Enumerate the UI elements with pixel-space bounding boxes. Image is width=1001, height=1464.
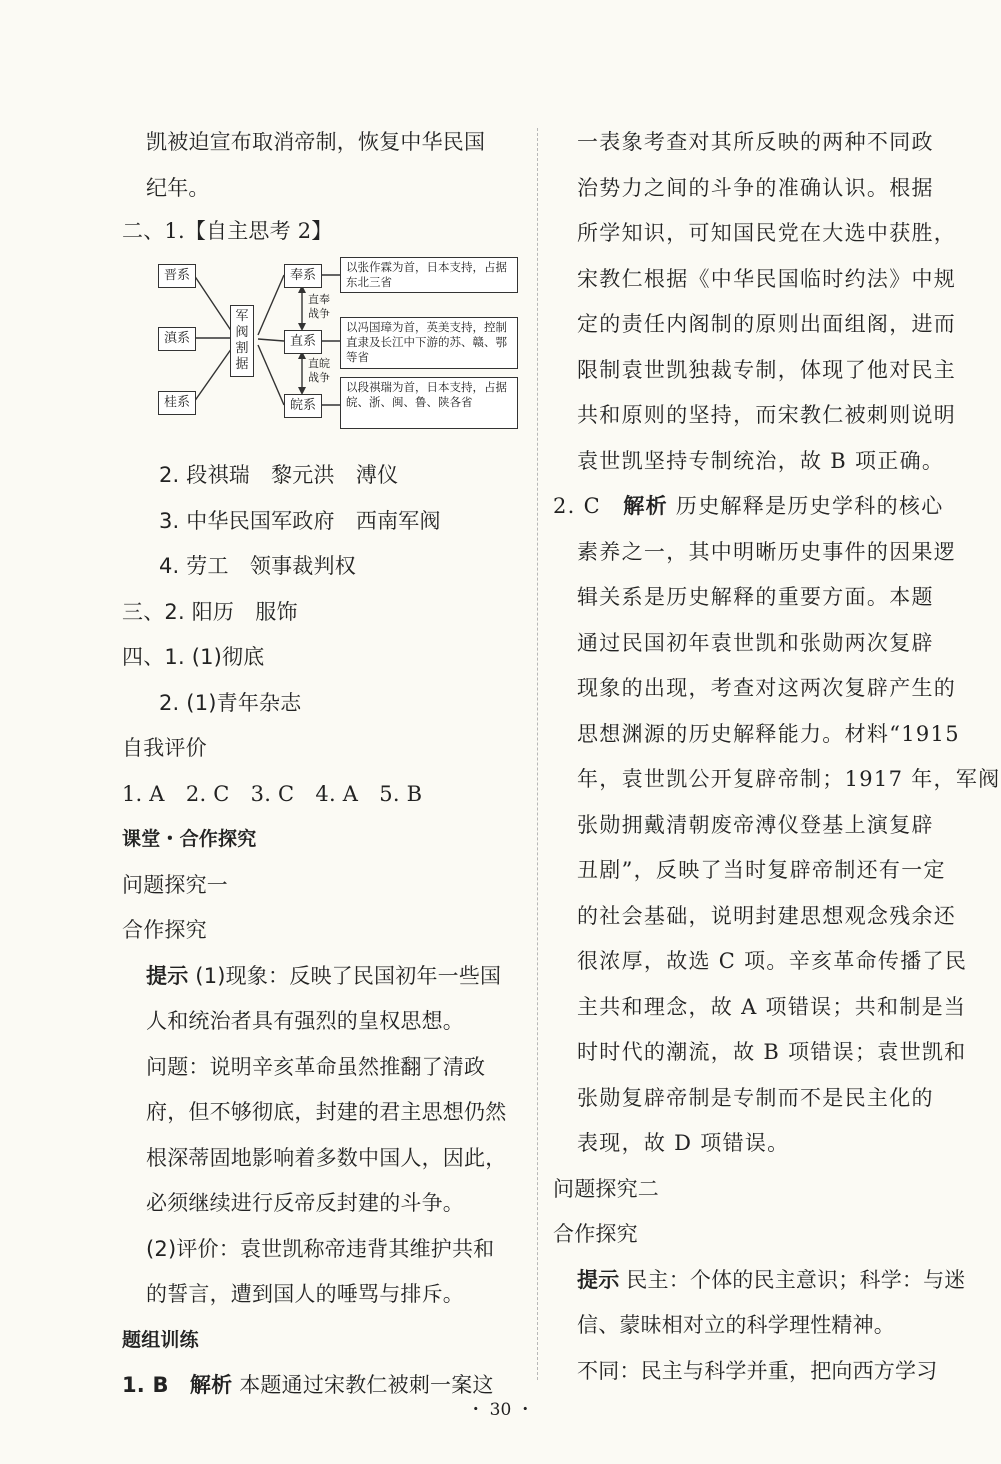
text-line: 限制袁世凯独裁专制，体现了他对民主 (577, 357, 957, 382)
text-span: 历史解释是历史学科的核心 (675, 494, 944, 518)
text-line: 定的责任内阁制的原则出面组阁，进而 (577, 312, 957, 336)
hint-label: 提示 (577, 1267, 620, 1292)
clique-dian: 滇系 (158, 327, 196, 351)
text-line: 主共和理念，故 A 项错误；共和制是当 (577, 994, 967, 1019)
war-zhiwan: 直皖战争 (308, 357, 330, 384)
text-line: 的社会基础，说明封建思想观念残余还 (577, 903, 957, 928)
text-line: 一表象考查对其所反映的两种不同政 (577, 130, 934, 154)
text-line: 必须继续进行反帝反封建的斗争。 (146, 1191, 464, 1215)
answer-line: 四、1. (1)彻底 (122, 645, 265, 669)
analysis-label: 解析 (623, 494, 668, 518)
analysis-label: 解析 (189, 1373, 233, 1397)
clique-gui: 桂系 (158, 391, 196, 415)
question-number: 2. C (553, 494, 601, 518)
text-line: 府，但不够彻底，封建的君主思想仍然 (146, 1100, 507, 1124)
section-heading: 题组训练 (122, 1328, 199, 1351)
text-line: 不同：民主与科学并重，把向西方学习 (577, 1358, 938, 1383)
text-line: 丑剧”，反映了当时复辟帝制还有一定 (577, 858, 946, 882)
text-line: 问题：说明辛亥革命虽然推翻了清政 (146, 1054, 486, 1079)
faction-zhi: 直系 (284, 330, 322, 354)
hint-label: 提示 (146, 963, 189, 988)
text-line: 辑关系是历史解释的重要方面。本题 (577, 585, 934, 609)
faction-wan: 皖系 (284, 394, 322, 418)
text-span: (1)现象：反映了民国初年一些国 (195, 963, 502, 988)
text-line: 很浓厚，故选 C 项。辛亥革命传播了民 (577, 949, 968, 973)
text-line: 袁世凯坚持专制统治，故 B 项正确。 (577, 448, 945, 473)
answer-line: 2. 段祺瑞 黎元洪 溥仪 (159, 463, 399, 487)
text-line: 张勋复辟帝制是专制而不是民主化的 (577, 1085, 934, 1110)
text-line (553, 484, 943, 530)
text-line: 人和统治者具有强烈的皇权思想。 (146, 1009, 464, 1033)
section-heading: 课堂・合作探究 (122, 828, 257, 850)
left-column (122, 120, 522, 1409)
text-line: 所学知识，可知国民党在大选中获胜， (577, 221, 957, 245)
section-heading: 问题探究二 (553, 1176, 659, 1201)
text-line: 素养之一，其中明晰历史事件的因果逻 (577, 539, 957, 564)
section-heading: 二、1.【自主思考 2】 (122, 219, 333, 243)
text-span: 民主：个体的民主意识；科学：与迷 (626, 1267, 966, 1292)
section-heading: 问题探究一 (122, 872, 228, 897)
section-heading: 合作探究 (553, 1222, 638, 1246)
text-line: 通过民国初年袁世凯和张勋两次复辟 (577, 630, 934, 655)
answer-line: 3. 中华民国军政府 西南军阀 (159, 508, 441, 533)
text-line: 思想渊源的历史解释能力。材料“1915 (577, 721, 960, 746)
text-line: 共和原则的坚持，而宋教仁被刺则说明 (577, 403, 957, 427)
warlord-center: 军阀割据 (230, 305, 254, 377)
text-line (122, 954, 522, 1000)
text-line: 凯被迫宣布取消帝制，恢复中华民国 (146, 130, 486, 154)
page-number: ・ 30 ・ (467, 1400, 534, 1420)
answer-line: 三、2. 阳历 服饰 (122, 599, 298, 624)
right-column (553, 120, 1001, 1394)
text-line: 表现，故 D 项错误。 (577, 1131, 790, 1155)
faction-desc-wan: 以段祺瑞为首，日本支持，占据皖、浙、闽、鲁、陕各省 (340, 377, 518, 429)
warlord-diagram (122, 257, 522, 447)
section-heading: 自我评价 (122, 736, 207, 760)
text-line: 张勋拥戴清朝废帝溥仪登基上演复辟 (577, 812, 934, 837)
text-line: 纪年。 (146, 175, 210, 200)
clique-jin: 晋系 (158, 264, 196, 288)
answer-line: 2. (1)青年杂志 (159, 690, 302, 715)
text-line: 宋教仁根据《中华民国临时约法》中规 (577, 266, 957, 291)
faction-desc-zhi: 以冯国璋为首，英美支持，控制直隶及长江中下游的苏、赣、鄂等省 (340, 317, 518, 369)
text-line: 的誓言，遭到国人的唾骂与排斥。 (146, 1282, 464, 1306)
answer-line: 1. A 2. C 3. C 4. A 5. B (122, 781, 423, 806)
text-line: 时时代的潮流，故 B 项错误；袁世凯和 (577, 1040, 967, 1064)
text-line: 年，袁世凯公开复辟帝制；1917 年，军阀 (577, 767, 1001, 791)
text-line: 根深蒂固地影响着多数中国人，因此， (146, 1145, 507, 1170)
answer-line: 4. 劳工 领事裁判权 (159, 554, 356, 578)
question-number: 1. B (122, 1373, 169, 1397)
text-line: 治势力之间的斗争的准确认识。根据 (577, 175, 934, 200)
text-line: 信、蒙昧相对立的科学理性精神。 (577, 1313, 895, 1337)
faction-feng: 奉系 (284, 264, 322, 288)
faction-desc-feng: 以张作霖为首，日本支持，占据东北三省 (340, 257, 518, 293)
text-line: (2)评价：袁世凯称帝违背其维护共和 (146, 1236, 495, 1261)
text-span: 本题通过宋教仁被刺一案这 (239, 1373, 494, 1397)
war-zhifeng: 直奉战争 (308, 293, 330, 320)
section-heading: 合作探究 (122, 918, 207, 942)
column-divider (537, 128, 539, 1380)
text-line (553, 1258, 966, 1304)
text-line: 现象的出现，考查对这两次复辟产生的 (577, 676, 957, 700)
